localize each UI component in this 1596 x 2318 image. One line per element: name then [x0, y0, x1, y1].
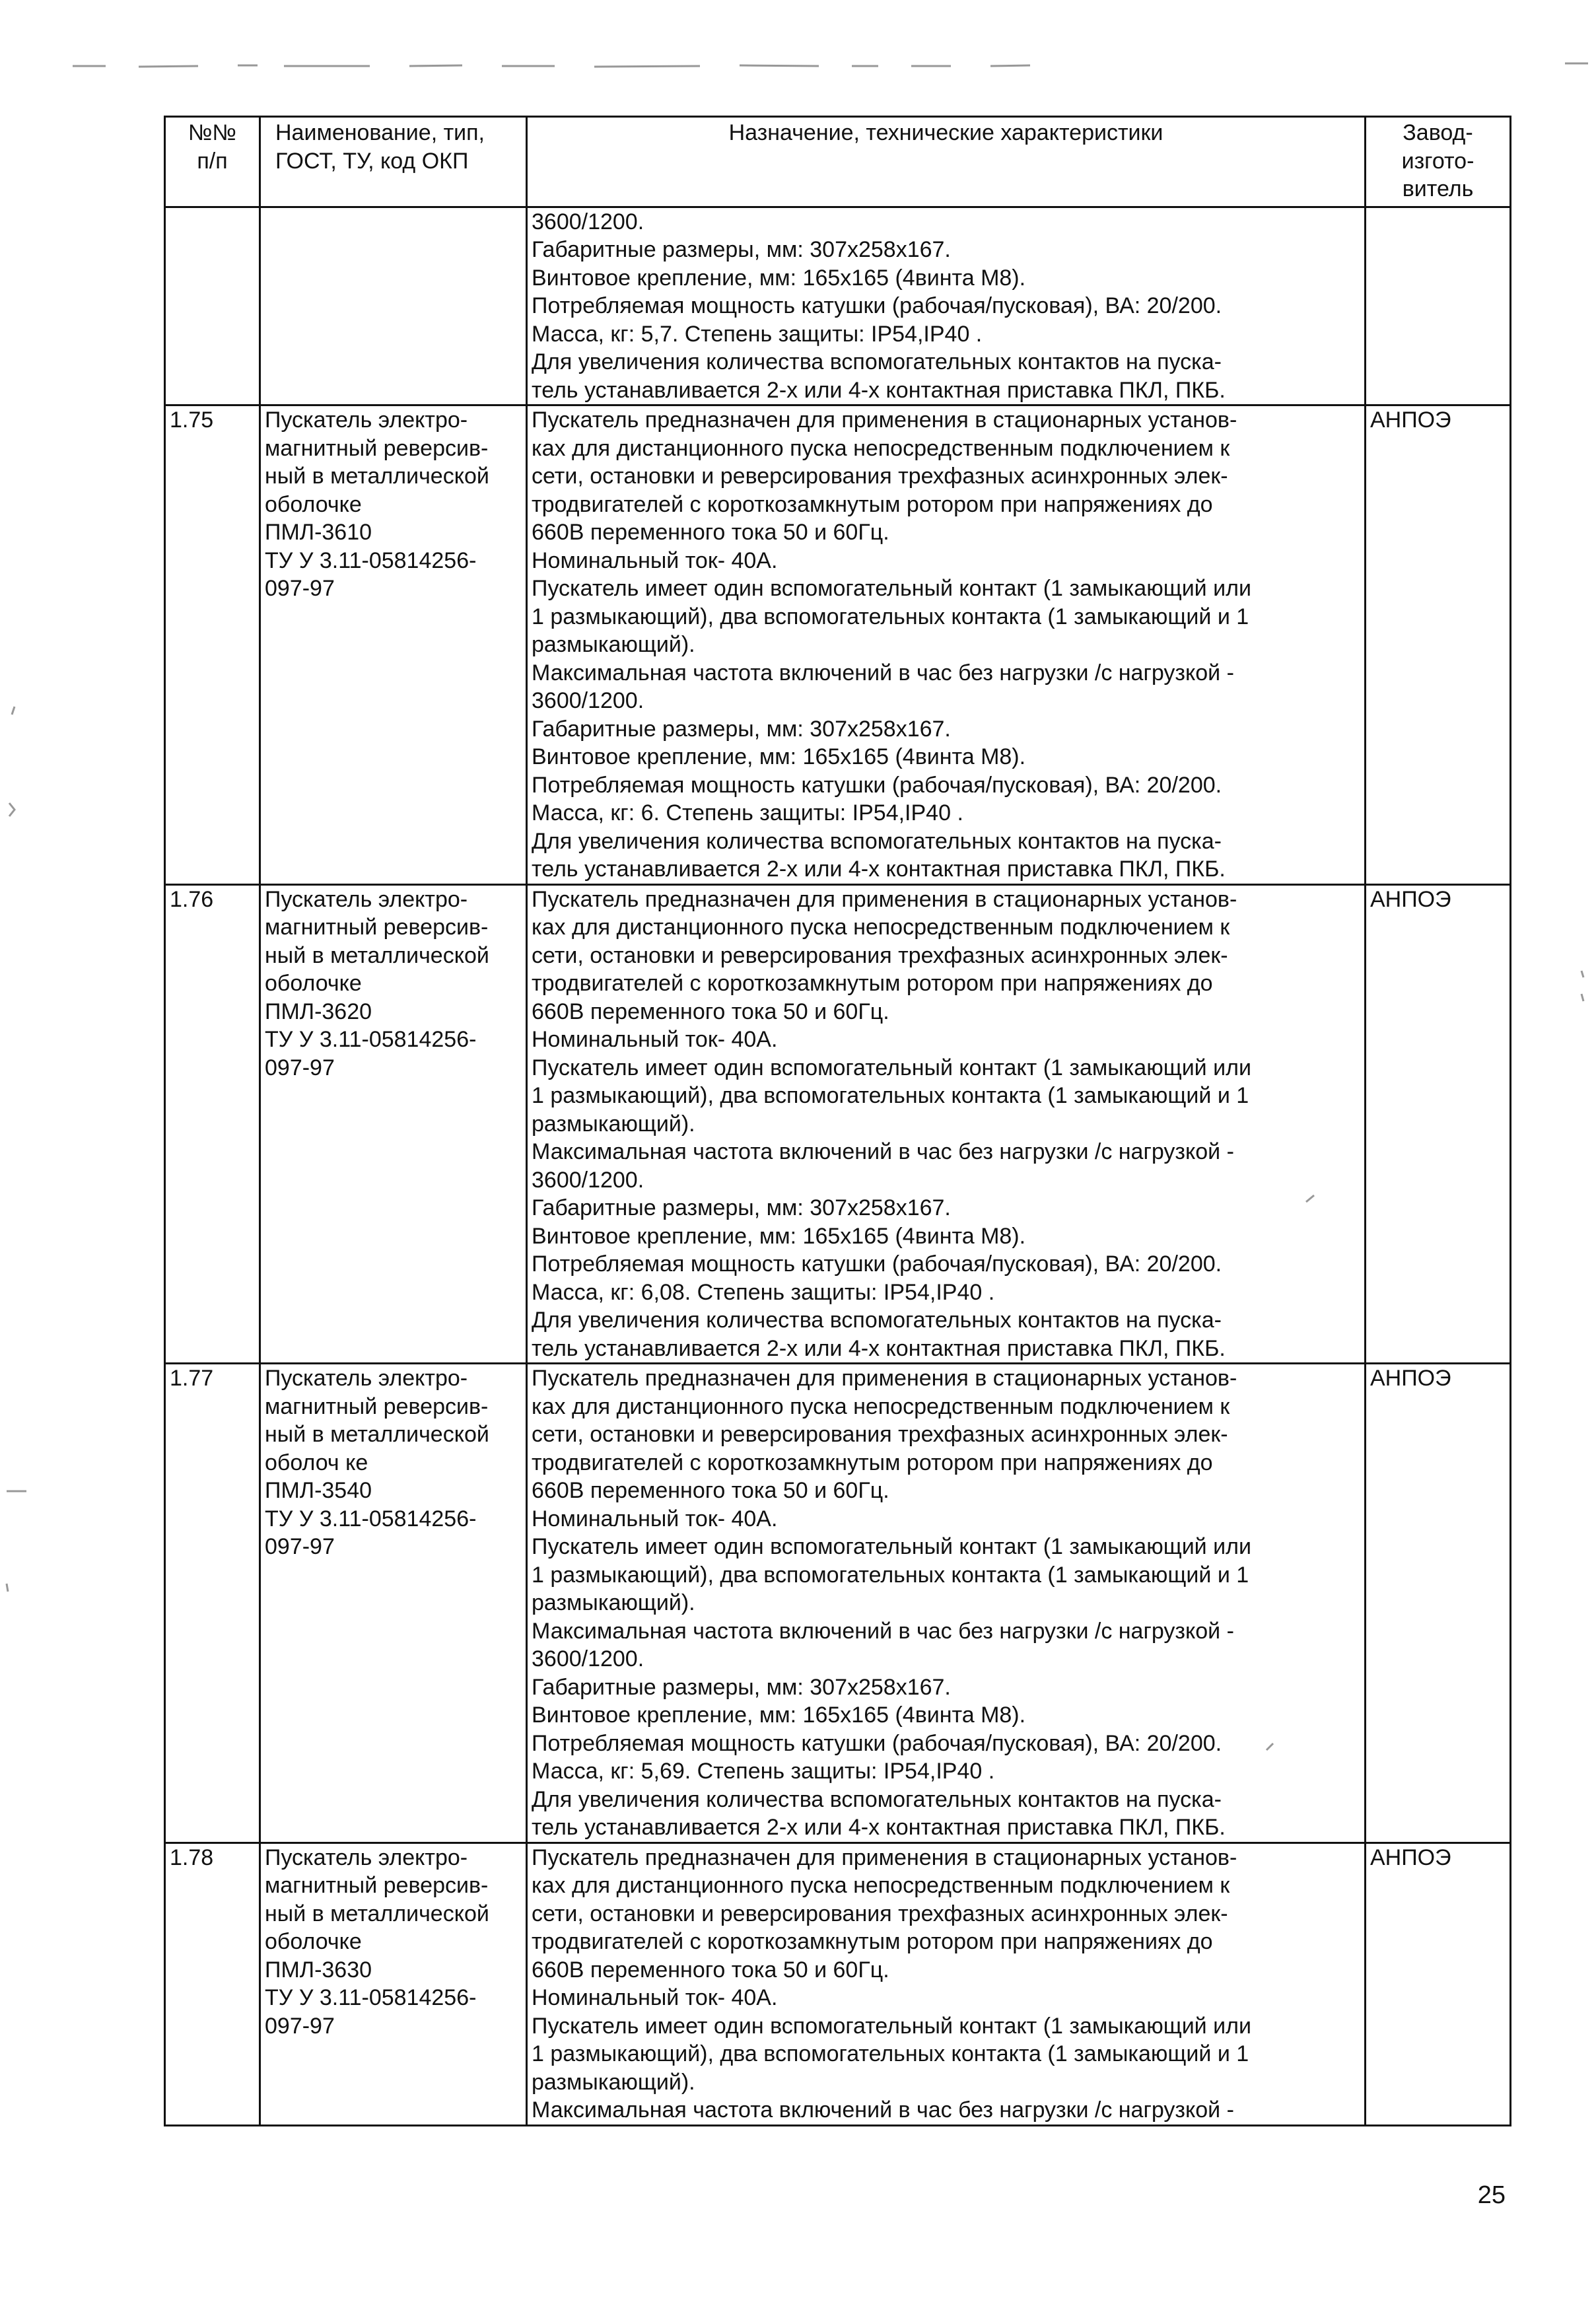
- description-line: Винтовое крепление, мм: 165х165 (4винта М8).: [532, 265, 1026, 291]
- manufacturer-name: АНПОЭ: [1370, 1844, 1451, 1870]
- description-line: размыкающий).: [532, 2069, 695, 2095]
- cell-num: [165, 1843, 260, 2125]
- description-line: 3600/1200.: [532, 688, 644, 713]
- header-manufacturer: [1366, 117, 1511, 207]
- description-line: Винтовое крепление, мм: 165х165 (4винта М8).: [532, 1223, 1026, 1249]
- description-line: Номинальный ток- 40А.: [532, 547, 778, 573]
- name-line: Пускатель электро-: [265, 407, 468, 433]
- cell-description: [527, 884, 1366, 1364]
- description-line: 1 размыкающий), два вспомогательных контакта (1 замыкающий и 1: [532, 604, 1249, 629]
- description-line: Винтовое крепление, мм: 165х165 (4винта М8).: [532, 744, 1026, 769]
- description-line: 660В переменного тока 50 и 60Гц.: [532, 520, 889, 545]
- description-line: сети, остановки и реверсирования трехфазных асинхронных элек-: [532, 1422, 1228, 1447]
- description-line: Потребляемая мощность катушки (рабочая/пусковая), ВА: 20/200.: [532, 293, 1222, 318]
- description-line: 3600/1200.: [532, 209, 644, 234]
- cell-manufacturer: [1366, 207, 1511, 405]
- specification-table: [164, 116, 1511, 2126]
- table-row: [165, 405, 1511, 885]
- cell-description: [527, 1364, 1366, 1843]
- header-manufacturer-line: витель: [1402, 176, 1474, 201]
- description-line: ках для дистанционного пуска непосредственным подключением к: [532, 1393, 1230, 1419]
- description-line: Масса, кг: 5,69. Степень защиты: IP54,IP40 .: [532, 1759, 995, 1784]
- description-line: тель устанавливается 2-х или 4-х контактная приставка ПКЛ, ПКБ.: [532, 1335, 1226, 1361]
- name-line: оболочке: [265, 971, 362, 996]
- cell-manufacturer: [1366, 1364, 1511, 1843]
- description-line: ках для дистанционного пуска непосредственным подключением к: [532, 435, 1230, 461]
- cell-num: [165, 207, 260, 405]
- name-line: ТУ У 3.11-05814256-: [265, 1027, 477, 1052]
- description-line: тродвигателей с короткозамкнутым ротором при напряжениях до: [532, 491, 1213, 517]
- name-line: ПМЛ-3610: [265, 520, 372, 545]
- name-line: оболочке: [265, 491, 362, 517]
- description-line: сети, остановки и реверсирования трехфазных асинхронных элек-: [532, 1901, 1228, 1926]
- name-line: ный в металлической: [265, 942, 489, 968]
- description-line: тель устанавливается 2-х или 4-х контактная приставка ПКЛ, ПКБ.: [532, 1815, 1226, 1840]
- description-line: Номинальный ток- 40А.: [532, 1985, 778, 2010]
- description-line: сети, остановки и реверсирования трехфазных асинхронных элек-: [532, 464, 1228, 489]
- table-row-continuation: [165, 207, 1511, 405]
- header-manufacturer-line: Завод-: [1403, 120, 1473, 145]
- name-line: оболоч ке: [265, 1450, 368, 1475]
- description-line: тродвигателей с короткозамкнутым ротором при напряжениях до: [532, 1929, 1213, 1954]
- name-line: ТУ У 3.11-05814256-: [265, 1506, 477, 1531]
- description-line: Пускатель предназначен для применения в стационарных установ-: [532, 1844, 1237, 1870]
- header-name-line: ГОСТ, ТУ, код ОКП: [275, 148, 469, 174]
- description-line: 3600/1200.: [532, 1167, 644, 1193]
- description-line: тродвигателей с короткозамкнутым ротором при напряжениях до: [532, 971, 1213, 996]
- description-line: Масса, кг: 6. Степень защиты: IP54,IP40 .: [532, 800, 963, 825]
- description-line: размыкающий).: [532, 632, 695, 657]
- description-line: 1 размыкающий), два вспомогательных контакта (1 замыкающий и 1: [532, 1562, 1249, 1588]
- name-line: магнитный реверсив-: [265, 1873, 489, 1898]
- description-line: Масса, кг: 5,7. Степень защиты: IP54,IP40 .: [532, 321, 983, 347]
- table-row: [165, 1364, 1511, 1843]
- name-line: ТУ У 3.11-05814256-: [265, 1985, 477, 2010]
- description-line: Максимальная частота включений в час без нагрузки /с нагрузкой -: [532, 1618, 1234, 1644]
- description-line: 660В переменного тока 50 и 60Гц.: [532, 999, 889, 1024]
- header-name-line: Наименование, тип,: [275, 120, 485, 145]
- description-line: Габаритные размеры, мм: 307х258х167.: [532, 1195, 951, 1220]
- description-line: 1 размыкающий), два вспомогательных контакта (1 замыкающий и 1: [532, 2041, 1249, 2066]
- header-description: [527, 117, 1366, 207]
- name-line: 097-97: [265, 1055, 335, 1080]
- description-line: Максимальная частота включений в час без нагрузки /с нагрузкой -: [532, 660, 1234, 685]
- page-number: 25: [1477, 2181, 1506, 2209]
- description-line: Потребляемая мощность катушки (рабочая/пусковая), ВА: 20/200.: [532, 772, 1222, 798]
- name-line: ный в металлической: [265, 1901, 489, 1926]
- description-line: размыкающий).: [532, 1590, 695, 1615]
- description-line: тродвигателей с короткозамкнутым ротором при напряжениях до: [532, 1450, 1213, 1475]
- name-line: ПМЛ-3620: [265, 999, 372, 1024]
- row-number: 1.76: [170, 886, 214, 912]
- description-line: Пускатель имеет один вспомогательный контакт (1 замыкающий или: [532, 1055, 1251, 1080]
- description-line: Потребляемая мощность катушки (рабочая/пусковая), ВА: 20/200.: [532, 1251, 1222, 1277]
- manufacturer-name: АНПОЭ: [1370, 886, 1451, 912]
- header-num: [165, 117, 260, 207]
- cell-name: [260, 1843, 527, 2125]
- cell-name: [260, 405, 527, 885]
- description-line: Пускатель предназначен для применения в стационарных установ-: [532, 1366, 1237, 1391]
- name-line: Пускатель электро-: [265, 1366, 468, 1391]
- name-line: Пускатель электро-: [265, 1844, 468, 1870]
- description-line: Для увеличения количества вспомогательных контактов на пуска-: [532, 1308, 1222, 1333]
- name-line: ный в металлической: [265, 464, 489, 489]
- manufacturer-name: АНПОЭ: [1370, 1366, 1451, 1391]
- row-number: 1.75: [170, 407, 214, 433]
- description-line: ках для дистанционного пуска непосредственным подключением к: [532, 915, 1230, 940]
- name-line: оболочке: [265, 1929, 362, 1954]
- table-row: [165, 1843, 1511, 2125]
- description-line: 660В переменного тока 50 и 60Гц.: [532, 1957, 889, 1983]
- description-line: Номинальный ток- 40А.: [532, 1506, 778, 1531]
- cell-description: [527, 1843, 1366, 2125]
- description-line: сети, остановки и реверсирования трехфазных асинхронных элек-: [532, 942, 1228, 968]
- description-line: Габаритные размеры, мм: 307х258х167.: [532, 716, 951, 742]
- cell-num: [165, 1364, 260, 1843]
- cell-manufacturer: [1366, 1843, 1511, 2125]
- description-line: Максимальная частота включений в час без нагрузки /с нагрузкой -: [532, 2097, 1234, 2123]
- cell-description: [527, 405, 1366, 885]
- description-line: размыкающий).: [532, 1111, 695, 1137]
- description-line: Потребляемая мощность катушки (рабочая/пусковая), ВА: 20/200.: [532, 1730, 1222, 1756]
- header-manufacturer-line: изгото-: [1401, 148, 1475, 174]
- description-line: Масса, кг: 6,08. Степень защиты: IP54,IP40 .: [532, 1279, 995, 1305]
- description-line: Для увеличения количества вспомогательных контактов на пуска-: [532, 828, 1222, 854]
- description-line: тель устанавливается 2-х или 4-х контактная приставка ПКЛ, ПКБ.: [532, 377, 1226, 403]
- name-line: ТУ У 3.11-05814256-: [265, 547, 477, 573]
- description-line: Пускатель предназначен для применения в стационарных установ-: [532, 407, 1237, 433]
- cell-num: [165, 884, 260, 1364]
- description-line: Пускатель имеет один вспомогательный контакт (1 замыкающий или: [532, 1534, 1251, 1559]
- row-number: 1.78: [170, 1844, 214, 1870]
- cell-manufacturer: [1366, 884, 1511, 1364]
- description-line: Номинальный ток- 40А.: [532, 1027, 778, 1052]
- cell-name: [260, 207, 527, 405]
- name-line: магнитный реверсив-: [265, 915, 489, 940]
- table-body: [165, 207, 1511, 2125]
- name-line: ПМЛ-3630: [265, 1957, 372, 1983]
- name-line: 097-97: [265, 576, 335, 601]
- table-header-row: [165, 117, 1511, 207]
- header-name: [260, 117, 527, 207]
- name-line: 097-97: [265, 1534, 335, 1559]
- description-line: Для увеличения количества вспомогательных контактов на пуска-: [532, 1786, 1222, 1812]
- description-line: Габаритные размеры, мм: 307х258х167.: [532, 237, 951, 262]
- header-num-line: п/п: [197, 148, 228, 174]
- name-line: ПМЛ-3540: [265, 1478, 372, 1503]
- cell-name: [260, 884, 527, 1364]
- name-line: магнитный реверсив-: [265, 435, 489, 461]
- name-line: ный в металлической: [265, 1422, 489, 1447]
- cell-description: [527, 207, 1366, 405]
- name-line: 097-97: [265, 2013, 335, 2039]
- description-line: Для увеличения количества вспомогательных контактов на пуска-: [532, 349, 1222, 374]
- description-line: Винтовое крепление, мм: 165х165 (4винта М8).: [532, 1703, 1026, 1728]
- description-line: ках для дистанционного пуска непосредственным подключением к: [532, 1873, 1230, 1898]
- name-line: магнитный реверсив-: [265, 1393, 489, 1419]
- description-line: тель устанавливается 2-х или 4-х контактная приставка ПКЛ, ПКБ.: [532, 857, 1226, 882]
- row-number: 1.77: [170, 1366, 214, 1391]
- header-num-line: №№: [188, 120, 236, 145]
- cell-num: [165, 405, 260, 885]
- name-line: Пускатель электро-: [265, 886, 468, 912]
- description-line: Максимальная частота включений в час без нагрузки /с нагрузкой -: [532, 1139, 1234, 1164]
- description-line: Габаритные размеры, мм: 307х258х167.: [532, 1674, 951, 1700]
- cell-manufacturer: [1366, 405, 1511, 885]
- cell-name: [260, 1364, 527, 1843]
- description-line: 3600/1200.: [532, 1646, 644, 1671]
- description-line: Пускатель имеет один вспомогательный контакт (1 замыкающий или: [532, 576, 1251, 601]
- table-row: [165, 884, 1511, 1364]
- description-line: 1 размыкающий), два вспомогательных контакта (1 замыкающий и 1: [532, 1083, 1249, 1108]
- header-description-line: Назначение, технические характеристики: [728, 120, 1163, 145]
- description-line: Пускатель имеет один вспомогательный контакт (1 замыкающий или: [532, 2013, 1251, 2039]
- manufacturer-name: АНПОЭ: [1370, 407, 1451, 433]
- description-line: Пускатель предназначен для применения в стационарных установ-: [532, 886, 1237, 912]
- description-line: 660В переменного тока 50 и 60Гц.: [532, 1478, 889, 1503]
